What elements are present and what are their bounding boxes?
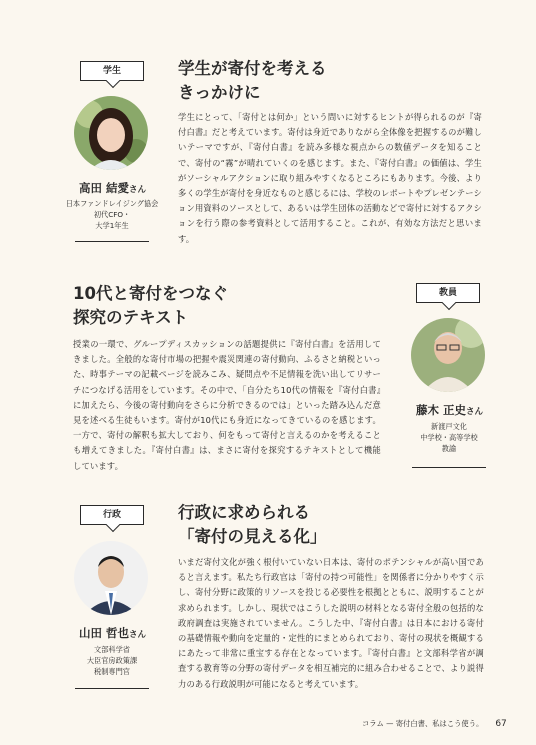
avatar-government-photo [74,541,148,615]
divider [412,467,486,468]
person-name: 高田 結愛 [79,181,130,195]
footer-text: コラム — 寄付白書、私はこう使う。 [362,719,484,728]
person-affiliation-teacher: 新渡戸文化 中学校・高等学校 教諭 [420,422,478,453]
page-number: 67 [495,719,507,729]
page-footer [362,719,507,729]
person-affiliation-government: 文部科学省 大臣官房政策課 税制専門官 [86,645,138,676]
section-body-teacher: 授業の一環で、グループディスカッションの話題提供に『寄付白書』を活用してきました。全般的な寄付市場の把握や震災関連の寄付動向、ふるさと納税といった、時事テーマの記載ページを読みこみ、疑問点や不足情報を洗い出してリサーチにつなげる活用をしています。その中で、「自分たち10代の情報を『寄付白書』に加えたら、今後の寄付動向をさらに分析できるのでは」といった踏み込んだ意見を述べる生徒もいます。寄付が10代にも身近になってきているのを感じます。一方で、寄付の解釈も拡大しており、何をもって寄付と言えるのかを考えることも増えてきました。『寄付白書』は、まさに寄付を探究するテキストとして機能しています。 [73,339,381,471]
honorific: さん [466,407,484,417]
person-name: 山田 哲也 [79,626,130,640]
person-affiliation-student: 日本ファンドレイジング協会 初代CFO・ 大学1年生 [65,199,159,230]
role-badge-government: 行政 [80,505,144,525]
section-title-government: 行政に求められる 「寄付の見える化」 [178,503,327,546]
person-name-student [79,180,145,196]
divider [75,241,149,242]
section-body-government: いまだ寄付文化が強く根付いていない日本は、寄付のポテンシャルが高い国であると言えます。私たち行政官は「寄付の持つ可能性」を関係者に分かりやすく示し、寄付分野に政策的リソースを投じる必要性を根拠とともに、説明することが求められます。しかし、現状ではこうした説明の材料となる寄付全般の包括的な政府調査は実施されていません。こうした中、『寄付白書』は日本における寄付の基礎情報や動向を定量的・定性的にまとめられており、寄付の現状を概観するにあたって非常に重宝する存在となっています。『寄付白書』と文部科学省が調査する教育等の分野の寄付データを相互補完的に組み合わせることで、より説得力のある行政説明が可能になると考えています。 [178,557,484,689]
person-name-teacher [416,402,482,418]
role-badge-teacher: 教員 [416,283,480,303]
avatar-teacher-photo [411,318,485,392]
section-title-student: 学生が寄付を考える きっかけに [178,59,327,102]
avatar-student-photo [74,96,148,170]
person-name-government [79,625,145,641]
person-name: 藤木 正史 [416,403,467,417]
role-badge-student: 学生 [80,61,144,81]
section-body-student: 学生にとって、「寄付とは何か」という問いに対するヒントが得られるのが『寄付白書』だと考えています。寄付は身近でありながら全体像を把握するのが難しいテーマですが、『寄付白書』を読み多様な視点からの数値データを知ることで、寄付の“霧”が晴れていくのを感じます。また、『寄付白書』の価値は、学生がソーシャルアクションに取り組みやすくなるところにもあります。今後、より多くの学生が寄付を身近なものと感じるには、学校のレポートやプレゼンテーション用資料のソースとして、あるいは学生団体の活動などで寄付に対するアクションを行う際の参考資料として活用すること。これが、有効な方法だと思います。 [178,112,482,244]
honorific: さん [129,185,147,195]
divider [75,688,149,689]
section-title-teacher: 10代と寄付をつなぐ 探究のテキスト [73,284,228,327]
honorific: さん [129,630,147,640]
